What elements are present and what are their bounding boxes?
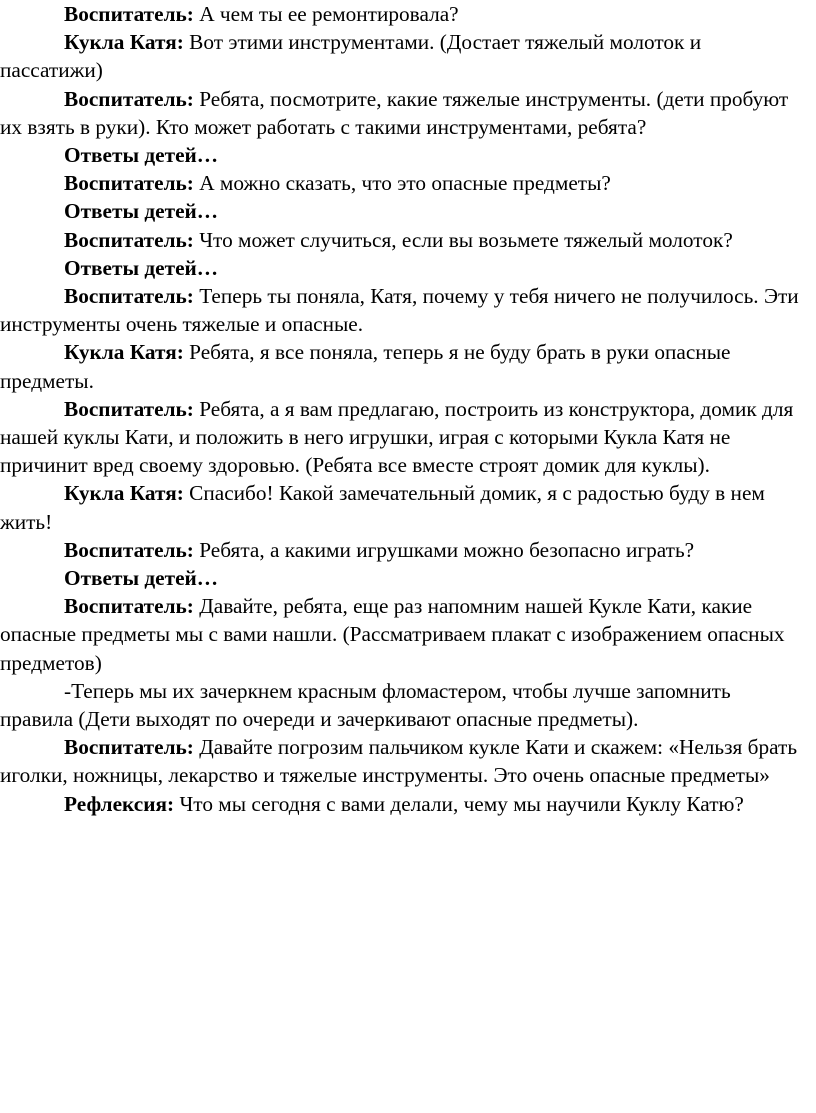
speaker-label: Воспитатель: (64, 171, 194, 196)
paragraph (0, 536, 808, 564)
paragraph-text: Ребята, посмотрите, какие тяжелые инструменты. (дети пробуют их взять в руки). Кто может работать с такими инструментами, ребята? (0, 86, 789, 139)
speaker-label: Кукла Катя: (64, 481, 184, 506)
paragraph (0, 226, 808, 254)
paragraph-text: Вот этими инструментами. (Достает тяжелый молоток и пассатижи) (0, 30, 702, 83)
paragraph-text: -Теперь мы их зачеркнем красным фломастером, чтобы лучше запомнить правила (Дети выходят по очереди и зачеркивают опасные предметы). (0, 678, 731, 732)
paragraph-text: А чем ты ее ремонтировала? (193, 2, 459, 26)
paragraph (0, 254, 808, 282)
paragraph (0, 0, 808, 28)
paragraph-text: Что может случиться, если вы возьмете тяжелый молоток? (193, 227, 733, 252)
paragraph (0, 564, 808, 592)
paragraph (0, 338, 808, 394)
speaker-label: Ответы детей… (64, 566, 219, 591)
paragraph (0, 677, 808, 733)
paragraph-text: Что мы сегодня с вами делали, чему мы научили Куклу Катю? (174, 791, 744, 816)
speaker-label: Воспитатель: (64, 86, 194, 111)
speaker-label: Ответы детей… (64, 143, 219, 168)
speaker-label: Воспитатель: (64, 735, 194, 760)
speaker-label: Воспитатель: (64, 396, 194, 421)
speaker-label: Воспитатель: (64, 227, 194, 252)
paragraph-text: Спасибо! Какой замечательный домик, я с радостью буду в нем жить! (0, 481, 765, 534)
paragraph-text: Давайте погрозим пальчиком кукле Кати и скажем: «Нельзя брать иголки, ножницы, лекарство и тяжелые инструменты. Это очень опасные предметы» (0, 735, 798, 788)
paragraph (0, 169, 808, 197)
speaker-label: Кукла Катя: (64, 340, 184, 365)
paragraph (0, 395, 808, 480)
paragraph (0, 479, 808, 535)
paragraph-text: Ребята, я все поняла, теперь я не буду брать в руки опасные предметы. (0, 340, 731, 393)
paragraph (0, 790, 808, 818)
paragraph-text: Теперь ты поняла, Катя, почему у тебя ничего не получилось. Эти инструменты очень тяжелые и опасные. (0, 284, 799, 337)
paragraph (0, 28, 808, 84)
speaker-label: Воспитатель: (64, 537, 194, 562)
paragraph-text: Ребята, а какими игрушками можно безопасно играть? (193, 537, 695, 562)
speaker-label: Воспитатель: (64, 594, 194, 619)
paragraph (0, 141, 808, 169)
paragraph-text: А можно сказать, что это опасные предметы? (193, 171, 611, 196)
speaker-label: Воспитатель: (64, 2, 194, 26)
speaker-label: Рефлексия: (64, 791, 175, 816)
paragraph (0, 733, 808, 789)
paragraph (0, 85, 808, 141)
paragraph (0, 282, 808, 338)
paragraph (0, 592, 808, 677)
speaker-label: Ответы детей… (64, 255, 219, 280)
speaker-label: Ответы детей… (64, 199, 219, 224)
speaker-label: Кукла Катя: (64, 30, 184, 55)
paragraph-text: Ребята, а я вам предлагаю, построить из конструктора, домик для нашей куклы Кати, и положить в него игрушки, играя с которыми Кукла Катя не причинит вред своему здоровью. (Ребята все вместе строят домик для куклы). (0, 396, 794, 478)
paragraph-text: Давайте, ребята, еще раз напомним нашей Кукле Кати, какие опасные предметы мы с вами нашли. (Рассматриваем плакат с изображением опасных предметов) (0, 594, 785, 675)
paragraph (0, 197, 808, 225)
speaker-label: Воспитатель: (64, 284, 194, 309)
